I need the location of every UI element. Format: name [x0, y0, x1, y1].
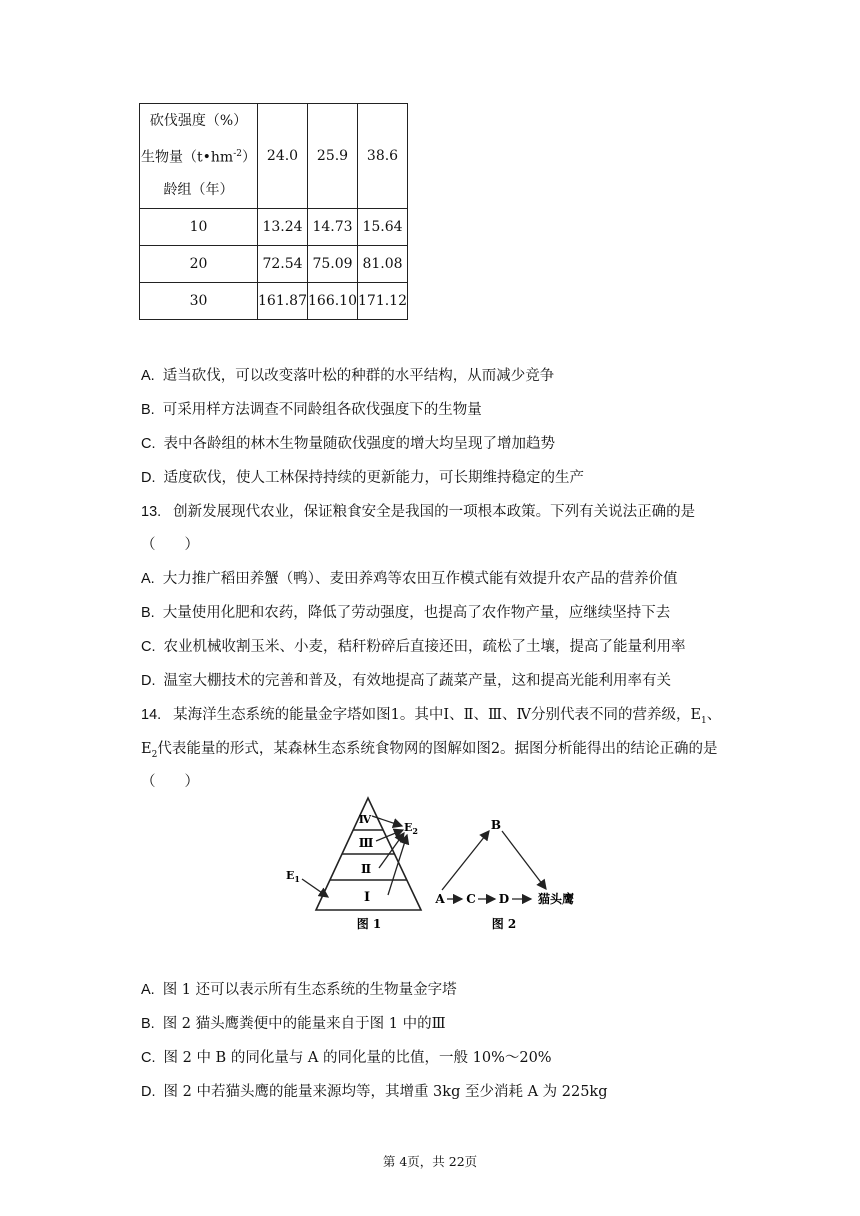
fig2-caption: 图 2 [491, 917, 517, 931]
column-header: 24.0 [258, 104, 308, 209]
q13-option-a: A. 大力推广稻田养蟹（鸭）、麦田养鸡等农田互作模式能有效提升农产品的营养价值 [141, 571, 678, 587]
page-footer: 第 4页，共 22页 [382, 1154, 478, 1169]
value-cell: 14.73 [308, 209, 358, 246]
q12-option-d: D. 适度砍伐，使人工林保持持续的更新能力，可长期维持稳定的生产 [141, 470, 584, 486]
value-cell: 166.10 [308, 283, 358, 320]
q14-answer-blank: （ ） [141, 774, 199, 790]
node-a: A [435, 892, 445, 906]
header-felling-intensity: 砍伐强度（%） [149, 112, 248, 129]
e1-label: $E_1$ [286, 869, 300, 884]
column-header: 25.9 [308, 104, 358, 209]
node-b: B [490, 818, 502, 832]
q13-option-d: D. 温室大棚技术的完善和普及，有效地提高了蔬菜产量，这和提高光能利用率有关 [141, 673, 671, 689]
value-cell: 171.12 [358, 283, 408, 320]
column-header: 38.6 [358, 104, 408, 209]
q14-option-d: D. 图 2 中若猫头鹰的能量来源均等，其增重 3kg 至少消耗 A 为 225kg [141, 1084, 608, 1100]
table-row [140, 246, 408, 283]
level-iv-label: Ⅳ [358, 813, 372, 826]
table-header-cell [140, 104, 258, 209]
biomass-table [139, 103, 408, 320]
q14-stem-line1: 14. 某海洋生态系统的能量金字塔如图1。其中Ⅰ、Ⅱ、Ⅲ、Ⅳ分别代表不同的营养级，$E_1$、 [141, 707, 722, 726]
age-cell: 20 [140, 246, 258, 283]
q14-stem-line2: $E_2$代表能量的形式，某森林生态系统食物网的图解如图2。据图分析能得出的结论正确的是 [141, 741, 718, 760]
age-cell: 30 [140, 283, 258, 320]
header-age-group: 龄组（年） [163, 182, 234, 199]
value-cell: 81.08 [358, 246, 408, 283]
node-d: D [498, 892, 510, 906]
q14-option-c: C. 图 2 中 B 的同化量与 A 的同化量的比值，一般 10%～20% [141, 1050, 552, 1066]
value-cell: 15.64 [358, 209, 408, 246]
header-biomass: 生物量$(t•hm^{-2})$ [141, 148, 256, 166]
q12-option-b: B. 可采用样方法调查不同龄组各砍伐强度下的生物量 [141, 402, 482, 418]
level-i-label: Ⅰ [363, 890, 371, 905]
q14-option-a: A. 图 1 还可以表示所有生态系统的生物量金字塔 [141, 982, 457, 998]
food-web [434, 818, 574, 931]
level-iii-label: Ⅲ [358, 836, 374, 850]
fig1-caption: 图 1 [356, 917, 382, 931]
node-owl: 猫头鹰 [537, 892, 575, 906]
value-cell: 13.24 [258, 209, 308, 246]
e2-label: $E_2$ [404, 821, 418, 836]
table-row [140, 283, 408, 320]
q13-answer-blank: （ ） [141, 537, 199, 553]
q13-option-c: C. 农业机械收割玉米、小麦，秸秆粉碎后直接还田，疏松了土壤，提高了能量利用率 [141, 639, 686, 655]
q13-stem: 13. 创新发展现代农业，保证粮食安全是我国的一项根本政策。下列有关说法正确的是 [141, 504, 696, 520]
q14-figure [280, 793, 590, 938]
energy-pyramid [286, 798, 421, 931]
node-c: C [466, 892, 476, 906]
age-cell: 10 [140, 209, 258, 246]
q12-option-a: A. 适当砍伐，可以改变落叶松的种群的水平结构，从而减少竞争 [141, 368, 555, 384]
value-cell: 161.87 [258, 283, 308, 320]
level-ii-label: Ⅱ [360, 862, 372, 876]
q14-option-b: B. 图 2 猫头鹰粪便中的能量来自于图 1 中的Ⅲ [141, 1016, 446, 1032]
value-cell: 75.09 [308, 246, 358, 283]
table-row [140, 209, 408, 246]
q13-option-b: B. 大量使用化肥和农药，降低了劳动强度，也提高了农作物产量，应继续坚持下去 [141, 605, 671, 621]
value-cell: 72.54 [258, 246, 308, 283]
q12-option-c: C. 表中各龄组的林木生物量随砍伐强度的增大均呈现了增加趋势 [141, 436, 555, 452]
